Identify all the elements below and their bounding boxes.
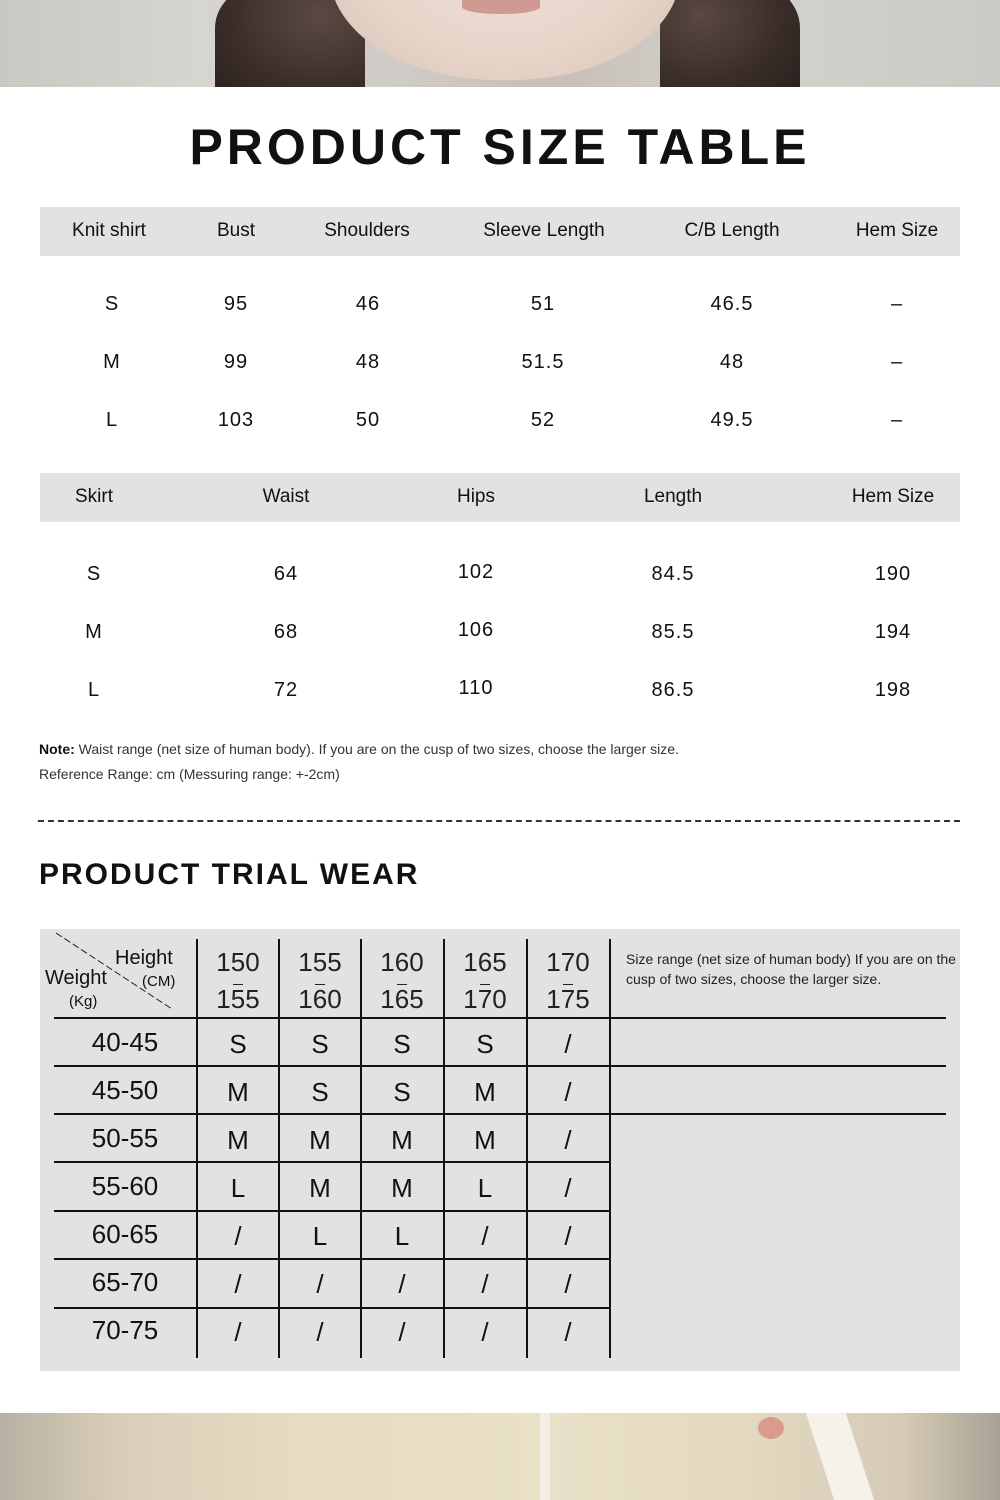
corner-cm-label: (CM): [142, 973, 176, 990]
grid-line: [54, 1017, 946, 1019]
page-title: PRODUCT SIZE TABLE: [189, 119, 811, 175]
model-lips: [462, 0, 540, 14]
height-to: 165: [380, 984, 424, 1014]
size-cell: /: [234, 1221, 242, 1251]
section-divider: [38, 820, 960, 822]
trial-wear-title: PRODUCT TRIAL WEAR: [39, 858, 420, 891]
grid-line: [54, 1307, 610, 1309]
knit-shirt-size-table: [40, 207, 960, 450]
weight-cell: 45-50: [91, 1075, 159, 1105]
table-cell: 103: [217, 409, 255, 431]
trial-wear-table: [40, 929, 960, 1371]
size-cell: /: [564, 1221, 572, 1251]
knit-header-cell: Sleeve Length: [483, 220, 605, 241]
table-cell: 84.5: [651, 563, 695, 585]
weight-cell: 40-45: [91, 1027, 159, 1057]
knit-header-cell: Shoulders: [324, 220, 410, 241]
corner-height-label: Height: [115, 947, 173, 969]
skirt-header-cell: Hem Size: [851, 486, 935, 507]
table-cell: 46.5: [710, 293, 754, 315]
table-row: [40, 392, 960, 450]
height-header-cell: [361, 929, 443, 1015]
note-text: Waist range (net size of human body). If you are on the cusp of two sizes, choose the larger size.: [74, 741, 679, 757]
height-to: 155: [216, 984, 260, 1014]
table-cell: 106: [457, 619, 495, 641]
size-cell: /: [481, 1221, 489, 1251]
height-to: 160: [298, 984, 342, 1014]
height-to: 175: [546, 984, 590, 1014]
model-hand: [758, 1417, 784, 1439]
corner-kg-label: (Kg): [69, 993, 98, 1010]
grid-line: [54, 1161, 610, 1163]
size-cell: L: [312, 1221, 328, 1251]
height-from: 150: [216, 947, 260, 977]
table-row: [40, 334, 960, 392]
weight-cell: 70-75: [91, 1315, 159, 1345]
table-row: [40, 662, 960, 720]
height-header-cell: [279, 929, 361, 1015]
table-cell: 51.5: [521, 351, 565, 373]
table-cell: 49.5: [710, 409, 754, 431]
table-cell: 46: [355, 293, 381, 315]
table-cell: 52: [530, 409, 556, 431]
height-from: 165: [463, 947, 507, 977]
bag-strap: [806, 1413, 874, 1500]
size-cell: M: [474, 1125, 496, 1155]
height-from: 170: [546, 947, 590, 977]
table-cell: –: [890, 293, 904, 315]
size-cell: /: [481, 1269, 489, 1299]
table-cell: S: [104, 293, 120, 315]
height-header-cell: [444, 929, 526, 1015]
table-cell: 64: [273, 563, 299, 585]
table-cell: 51: [530, 293, 556, 315]
grid-line: [54, 1258, 610, 1260]
table-cell: L: [105, 409, 119, 431]
skirt-size-table: [40, 473, 960, 720]
height-header-cell: [197, 929, 279, 1015]
table-cell: 102: [457, 561, 495, 583]
table-cell: 99: [223, 351, 249, 373]
table-row: [40, 276, 960, 334]
height-from: 160: [380, 947, 424, 977]
table-cell: 68: [273, 621, 299, 643]
table-cell: 50: [355, 409, 381, 431]
size-note: [39, 737, 679, 787]
weight-cell: 55-60: [91, 1171, 159, 1201]
size-cell: /: [316, 1269, 324, 1299]
table-row: [40, 546, 960, 604]
table-cell: –: [890, 351, 904, 373]
size-cell: L: [230, 1173, 246, 1203]
knit-header-cell: Hem Size: [855, 220, 939, 241]
size-cell: M: [227, 1125, 249, 1155]
size-cell: /: [564, 1077, 572, 1107]
height-to: 170: [463, 984, 507, 1014]
height-header-cell: [527, 929, 609, 1015]
size-cell: /: [564, 1269, 572, 1299]
size-cell: S: [229, 1029, 247, 1059]
weight-cell: 65-70: [91, 1267, 159, 1297]
table-cell: 194: [874, 621, 912, 643]
bottom-product-photo: [0, 1413, 1000, 1500]
knit-table-header: [40, 207, 960, 256]
size-cell: /: [564, 1029, 572, 1059]
table-cell: 85.5: [651, 621, 695, 643]
table-cell: L: [87, 679, 101, 701]
size-cell: L: [394, 1221, 410, 1251]
table-cell: –: [890, 409, 904, 431]
skirt-header-cell: Length: [643, 486, 703, 507]
table-row: [40, 604, 960, 662]
knit-header-cell: C/B Length: [684, 220, 780, 241]
grid-line: [54, 1210, 610, 1212]
grid-line: [54, 1113, 946, 1115]
reference-range-text: Reference Range: cm (Messuring range: +-2cm): [39, 766, 340, 782]
table-cell: 48: [355, 351, 381, 373]
table-cell: 198: [874, 679, 912, 701]
size-cell: L: [477, 1173, 493, 1203]
note-label: Note:: [39, 741, 75, 757]
skirt-table-header: [40, 473, 960, 522]
size-cell: /: [481, 1317, 489, 1347]
table-cell: 190: [874, 563, 912, 585]
size-cell: /: [398, 1317, 406, 1347]
size-cell: M: [391, 1173, 413, 1203]
table-cell: 48: [719, 351, 745, 373]
table-cell: 95: [223, 293, 249, 315]
skirt-header-cell: Waist: [262, 486, 310, 507]
table-cell: 110: [458, 677, 494, 699]
bag-strap: [540, 1413, 550, 1500]
size-cell: M: [309, 1125, 331, 1155]
corner-weight-label: Weight: [45, 967, 107, 989]
trial-size-note: Size range (net size of human body) If you are on the cusp of two sizes, choose the larger size.: [626, 951, 956, 987]
size-cell: M: [309, 1173, 331, 1203]
size-cell: /: [234, 1269, 242, 1299]
size-cell: S: [393, 1029, 411, 1059]
size-cell: /: [316, 1317, 324, 1347]
size-cell: /: [398, 1269, 406, 1299]
size-cell: M: [227, 1077, 249, 1107]
model-hair-right: [660, 0, 800, 87]
table-cell: S: [86, 563, 102, 585]
size-cell: /: [564, 1173, 572, 1203]
table-cell: 86.5: [651, 679, 695, 701]
skirt-header-cell: Hips: [456, 486, 496, 507]
table-cell: M: [103, 351, 121, 373]
size-cell: M: [474, 1077, 496, 1107]
top-product-photo: [0, 0, 1000, 87]
size-cell: /: [564, 1317, 572, 1347]
grid-line: [609, 939, 611, 1358]
knit-header-cell: Knit shirt: [72, 220, 146, 241]
size-cell: M: [391, 1125, 413, 1155]
size-cell: /: [234, 1317, 242, 1347]
table-cell: M: [85, 621, 103, 643]
size-cell: S: [311, 1077, 329, 1107]
table-cell: 72: [273, 679, 299, 701]
knit-header-cell: Bust: [216, 220, 256, 241]
skirt-header-cell: Skirt: [75, 486, 113, 507]
size-cell: S: [476, 1029, 494, 1059]
size-cell: S: [311, 1029, 329, 1059]
weight-cell: 60-65: [91, 1219, 159, 1249]
size-cell: S: [393, 1077, 411, 1107]
height-from: 155: [298, 947, 342, 977]
size-cell: /: [564, 1125, 572, 1155]
grid-line: [54, 1065, 946, 1067]
weight-cell: 50-55: [91, 1123, 159, 1153]
